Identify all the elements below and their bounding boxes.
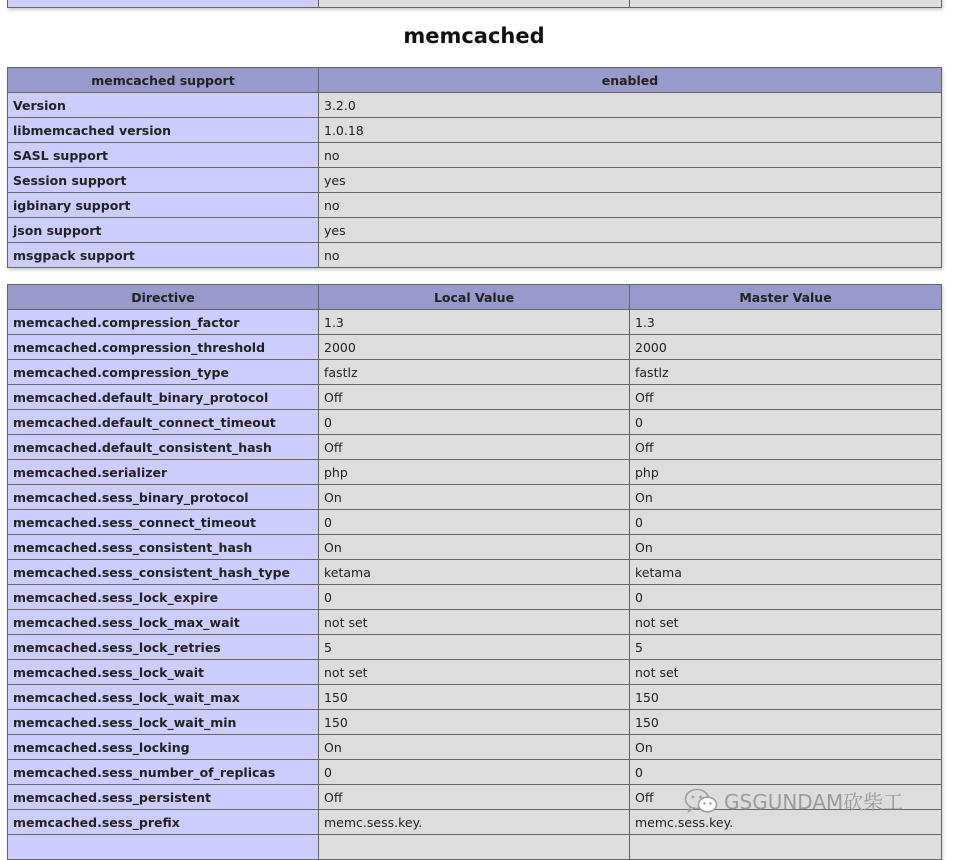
table-row [8, 118, 942, 143]
table-row [8, 585, 942, 610]
setting-name-cell [8, 835, 319, 860]
setting-value-cell: 3.2.0 [319, 93, 942, 118]
table-cell [8, 0, 319, 8]
setting-value-cell: 150 [319, 685, 630, 710]
setting-value-cell: 2000 [319, 335, 630, 360]
setting-name-cell: memcached.sess_lock_wait [8, 660, 319, 685]
setting-value-cell: 5 [630, 635, 942, 660]
setting-value-cell: no [319, 193, 942, 218]
setting-value-cell: ketama [630, 560, 942, 585]
setting-value-cell: Off [319, 385, 630, 410]
table-row [8, 735, 942, 760]
column-header: Master Value [630, 285, 942, 310]
table-row [8, 168, 942, 193]
previous-section-table [7, 0, 942, 8]
table-row [8, 385, 942, 410]
setting-name-cell: memcached.compression_factor [8, 310, 319, 335]
setting-value-cell: 0 [319, 585, 630, 610]
setting-name-cell: memcached.sess_connect_timeout [8, 510, 319, 535]
setting-value-cell: On [630, 485, 942, 510]
section-title: memcached [403, 24, 545, 48]
table-header-row [8, 68, 942, 93]
column-header: enabled [319, 68, 942, 93]
setting-value-cell: php [319, 460, 630, 485]
setting-value-cell: Off [630, 435, 942, 460]
setting-value-cell: not set [630, 610, 942, 635]
setting-name-cell: memcached.sess_lock_wait_max [8, 685, 319, 710]
table-row [8, 143, 942, 168]
table-row [8, 710, 942, 735]
table-row [8, 785, 942, 810]
setting-value-cell: 1.0.18 [319, 118, 942, 143]
setting-value-cell: On [319, 535, 630, 560]
table-row [8, 335, 942, 360]
setting-value-cell: 150 [630, 710, 942, 735]
setting-name-cell: json support [8, 218, 319, 243]
setting-value-cell: 0 [630, 510, 942, 535]
table-row [8, 410, 942, 435]
setting-name-cell: msgpack support [8, 243, 319, 268]
watermark-text: GSGUNDAM砍柴工 [724, 790, 904, 814]
setting-value-cell: On [319, 485, 630, 510]
setting-name-cell: memcached.sess_persistent [8, 785, 319, 810]
setting-name-cell: memcached.sess_lock_expire [8, 585, 319, 610]
setting-value-cell: On [319, 735, 630, 760]
setting-name-cell: Version [8, 93, 319, 118]
table-row [8, 610, 942, 635]
table-row [8, 310, 942, 335]
table-row [8, 360, 942, 385]
column-header: Local Value [319, 285, 630, 310]
setting-value-cell: 0 [319, 510, 630, 535]
setting-value-cell: not set [319, 660, 630, 685]
table-row [8, 218, 942, 243]
setting-name-cell: memcached.serializer [8, 460, 319, 485]
setting-value-cell: ketama [319, 560, 630, 585]
setting-name-cell: Session support [8, 168, 319, 193]
setting-value-cell: 2000 [630, 335, 942, 360]
setting-name-cell: memcached.sess_binary_protocol [8, 485, 319, 510]
setting-value-cell: Off [630, 385, 942, 410]
table-header-row [8, 285, 942, 310]
setting-name-cell: memcached.compression_type [8, 360, 319, 385]
table-row [8, 193, 942, 218]
table-row [8, 685, 942, 710]
setting-value-cell: no [319, 243, 942, 268]
table-row [8, 93, 942, 118]
setting-name-cell: memcached.sess_prefix [8, 810, 319, 835]
setting-value-cell: php [630, 460, 942, 485]
directive-table-body [8, 310, 942, 860]
setting-value-cell: 150 [630, 685, 942, 710]
setting-name-cell: memcached.sess_consistent_hash [8, 535, 319, 560]
setting-name-cell: memcached.default_consistent_hash [8, 435, 319, 460]
setting-value-cell: not set [319, 610, 630, 635]
setting-value-cell: 0 [319, 410, 630, 435]
setting-name-cell: memcached.sess_locking [8, 735, 319, 760]
setting-value-cell: yes [319, 168, 942, 193]
table-cell [319, 0, 630, 8]
setting-value-cell: 0 [630, 760, 942, 785]
setting-name-cell: memcached.default_connect_timeout [8, 410, 319, 435]
table-row [8, 243, 942, 268]
table-row [8, 560, 942, 585]
support-table [7, 67, 942, 268]
setting-name-cell: memcached.sess_lock_wait_min [8, 710, 319, 735]
setting-value-cell: 0 [630, 410, 942, 435]
setting-name-cell: SASL support [8, 143, 319, 168]
table-row [8, 460, 942, 485]
setting-value-cell: Off [319, 435, 630, 460]
table-row [8, 835, 942, 860]
table-row [8, 635, 942, 660]
setting-value-cell: not set [630, 660, 942, 685]
table-row [8, 0, 942, 8]
table-row [8, 435, 942, 460]
setting-name-cell: igbinary support [8, 193, 319, 218]
setting-name-cell: memcached.sess_lock_max_wait [8, 610, 319, 635]
setting-value-cell: Off [319, 785, 630, 810]
support-table-body [8, 93, 942, 268]
setting-name-cell: memcached.default_binary_protocol [8, 385, 319, 410]
setting-value-cell [630, 835, 942, 860]
setting-value-cell: Off [630, 785, 942, 810]
setting-value-cell: fastlz [319, 360, 630, 385]
column-header: Directive [8, 285, 319, 310]
setting-value-cell: On [630, 735, 942, 760]
setting-value-cell: fastlz [630, 360, 942, 385]
setting-value-cell [319, 835, 630, 860]
setting-value-cell: 0 [630, 585, 942, 610]
table-cell [630, 0, 942, 8]
setting-value-cell: On [630, 535, 942, 560]
setting-value-cell: yes [319, 218, 942, 243]
setting-value-cell: memc.sess.key. [630, 810, 942, 835]
table-row [8, 510, 942, 535]
table-row [8, 660, 942, 685]
column-header: memcached support [8, 68, 319, 93]
setting-value-cell: 0 [319, 760, 630, 785]
table-row [8, 535, 942, 560]
setting-value-cell: 5 [319, 635, 630, 660]
table-row [8, 810, 942, 835]
table-row [8, 485, 942, 510]
setting-value-cell: 150 [319, 710, 630, 735]
setting-value-cell: memc.sess.key. [319, 810, 630, 835]
setting-name-cell: libmemcached version [8, 118, 319, 143]
setting-name-cell: memcached.compression_threshold [8, 335, 319, 360]
table-row [8, 760, 942, 785]
setting-value-cell: 1.3 [630, 310, 942, 335]
setting-value-cell: no [319, 143, 942, 168]
setting-name-cell: memcached.sess_number_of_replicas [8, 760, 319, 785]
setting-name-cell: memcached.sess_consistent_hash_type [8, 560, 319, 585]
setting-value-cell: 1.3 [319, 310, 630, 335]
setting-name-cell: memcached.sess_lock_retries [8, 635, 319, 660]
directive-table [7, 284, 942, 860]
